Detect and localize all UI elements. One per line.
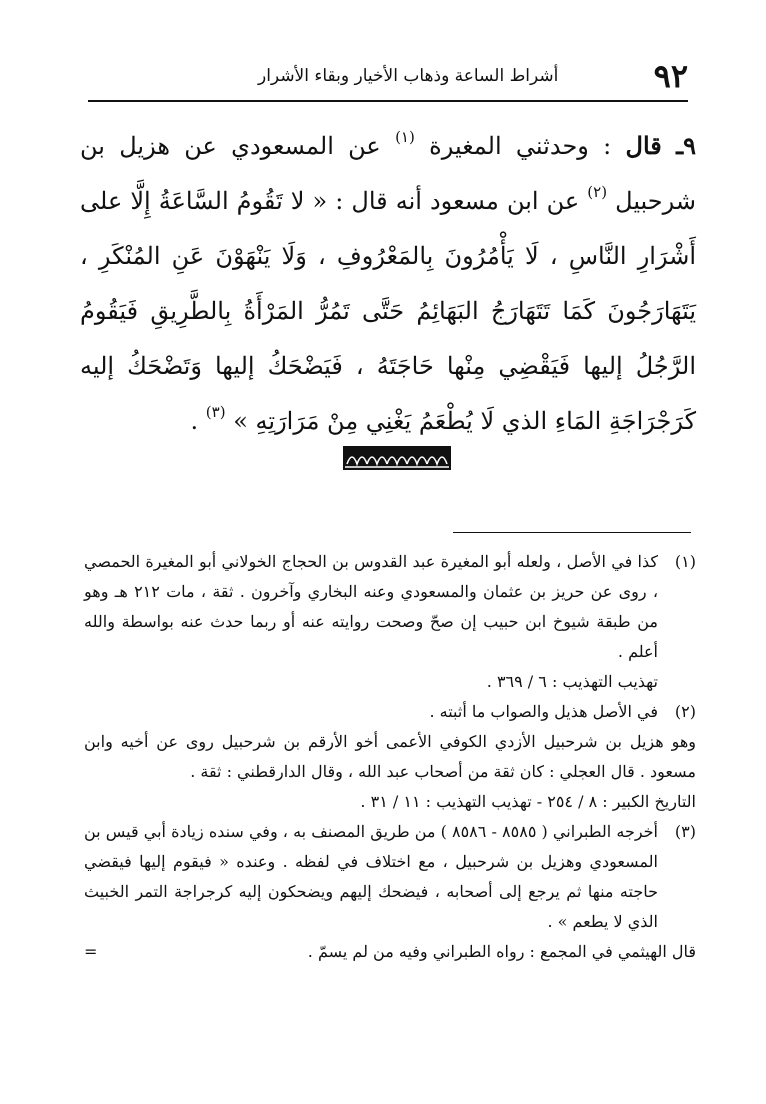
main-text [80, 118, 696, 449]
item-number: ٩ـ [676, 131, 696, 160]
footnote-3-note: قال الهيثمي في المجمع : رواه الطبراني وفيه من لم يسمّ . [307, 942, 696, 961]
said-keyword: قال [625, 131, 662, 160]
hadith-paragraph [80, 118, 696, 449]
continuation-mark: = [84, 942, 98, 961]
running-title: أشراط الساعة وذهاب الأخيار وبقاء الأشرار [258, 66, 559, 86]
footnote-1-text: كذا في الأصل ، ولعله أبو المغيرة عبد القدوس بن الحجاج الخولاني أبو المغيرة الحمصي ، روى عن حريز بن عثمان والمسعودي وعنه البخاري وآخرون . ثقة ، مات ٢١٢ هـ وهو من طبقة شيوخ ابن حبيب إن صحّ وصحت روايته عنه أو ربما حدث عنه بواسطة والله أعلم . [84, 552, 658, 661]
ornament-divider [343, 446, 451, 470]
colon: : [588, 132, 626, 160]
footnote-number-1: (١) [674, 552, 696, 571]
footnote-1 [84, 547, 696, 697]
footnote-number-2: (٢) [674, 702, 696, 721]
footnote-ref-3[interactable]: (٣) [205, 403, 226, 421]
footnotes [84, 547, 696, 967]
footnote-2-source: التاريخ الكبير : ٨ / ٢٥٤ - تهذيب التهذيب : ١١ / ٣١ . [360, 792, 696, 811]
footnote-3-text: أخرجه الطبراني ( ٨٥٨٥ - ٨٥٨٦ ) من طريق المصنف به ، وفي سنده زيادة أبي قيس بن المسعودي وهزيل بن شرحبيل ، مع اختلاف في لفظه . وعنده « فيقوم إليها فيقضي حاجته منها ثم يرجع إلى أصحابه ، فيضحك إليهم ويضحكون إليه كرجراجة التمر الخبيث الذي لا يطعم » . [84, 822, 659, 931]
footnote-3-note-line [84, 937, 696, 967]
text-part-3: عن ابن مسعود أنه قال : « لا تَقُومُ السَّاعَةُ إِلَّا على أَشْرَارِ النَّاسِ ، لَا يَأْمُرُونَ بِالمَعْرُوفِ ، وَلَا يَنْهَوْنَ عَنِ المُنْكَرِ ، يَتَهَارَجُونَ كَمَا تَتَهَارَجُ البَهَائِمُ حَتَّى تَمُرُّ المَرْأَةُ بِالطَّرِيقِ فَيَقُومُ الرَّجُلُ إليها فَيَقْضِي مِنْها حَاجَتَهُ ، فَيَضْحَكُ إليها وَتَضْحَكُ إليه كَرَجْرَاجَةِ المَاءِ الذي لَا يُطْعَمُ يَغْنِي مِنْ مَرَارَتِهِ » [80, 187, 696, 435]
footnote-separator [453, 532, 691, 533]
footnote-2-text: في الأصل هذيل والصواب ما أثبته . [429, 702, 658, 721]
footnote-number-3: (٣) [674, 822, 696, 841]
header-rule [88, 100, 688, 102]
footnote-1-source: تهذيب التهذيب : ٦ / ٣٦٩ . [486, 672, 658, 691]
footnote-2-detail: وهو هزيل بن شرحبيل الأزدي الكوفي الأعمى أخو الأرقم بن شرحبيل روى عن أخيه وابن مسعود . قال العجلي : كان ثقة من أصحاب عبد الله ، وقال الدارقطني : ثقة . [84, 732, 696, 781]
page-header [88, 52, 688, 102]
footnote-ref-1[interactable]: (١) [395, 128, 415, 146]
page-number: ٩٢ [653, 57, 688, 95]
footnote-ref-2[interactable]: (٢) [587, 183, 608, 201]
footnote-2 [84, 697, 696, 727]
footnote-3 [84, 817, 696, 937]
text-part-2: عن المسعودي عن هزيل بن شرحبيل [80, 132, 696, 215]
text-part-1: وحدثني المغيرة [429, 132, 589, 160]
text-end: . [190, 407, 206, 435]
